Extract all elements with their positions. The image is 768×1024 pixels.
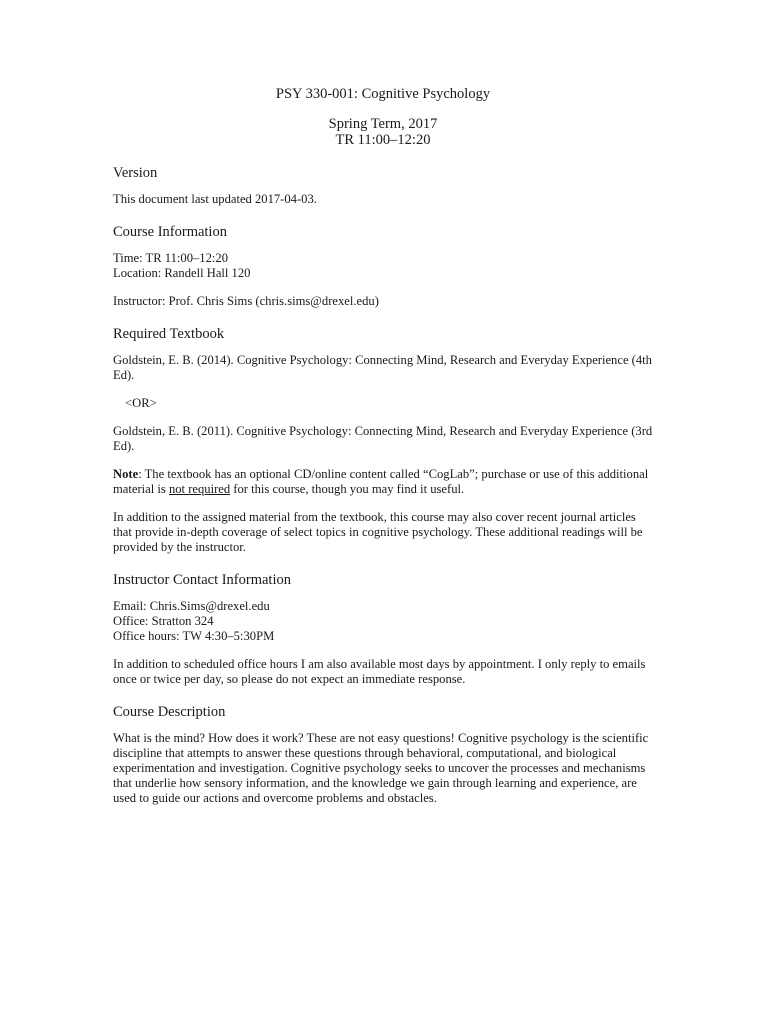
additional-readings: In addition to the assigned material from the textbook, this course may also cover recent journal articles that provide in-depth coverage of select topics in cognitive psychology. These additional readings will be provided by the instructor.: [113, 510, 643, 554]
term-title: Spring Term, 2017: [328, 116, 438, 132]
title-block: [113, 86, 653, 148]
note-label: Note: [113, 467, 139, 481]
note-not-required: not required: [168, 482, 231, 496]
course-time: Time: TR 11:00–12:20: [113, 251, 228, 265]
textbook-or: <OR>: [125, 396, 157, 410]
schedule-title: TR 11:00–12:20: [335, 132, 431, 148]
course-title: PSY 330-001: Cognitive Psychology: [275, 86, 491, 102]
description-heading: Course Description: [113, 704, 226, 720]
version-text: This document last updated 2017-04-03.: [113, 192, 317, 206]
contact-heading: Instructor Contact Information: [113, 572, 291, 588]
description-text: What is the mind? How does it work? These are not easy questions! Cognitive psychology is the scientific discipline that attempts to answer these questions through behavioral, computational, and biological experimentation and investigation. Cognitive psychology seeks to uncover the processes and mechanisms that underlie how sensory information, and the knowledge we gain through learning and experience, are used to guide our actions and overcome problems and obstacles.: [113, 731, 649, 805]
contact-hours: Office hours: TW 4:30–5:30PM: [113, 629, 275, 643]
note-text-a: : The textbook has an optional CD/online content called “CogLab”; purchase or use of this additional material is: [113, 467, 649, 496]
course-instructor: Instructor: Prof. Chris Sims (chris.sims@drexel.edu): [113, 294, 379, 308]
course-info-heading: Course Information: [113, 224, 227, 240]
textbook-option-1: Goldstein, E. B. (2014). Cognitive Psychology: Connecting Mind, Research and Everyday Experience (4th Ed).: [113, 353, 652, 382]
syllabus-page: [113, 86, 653, 806]
version-heading: Version: [113, 165, 158, 181]
textbook-note: [113, 467, 653, 497]
textbook-option-2: Goldstein, E. B. (2011). Cognitive Psychology: Connecting Mind, Research and Everyday Experience (3rd Ed).: [113, 424, 653, 453]
contact-note: In addition to scheduled office hours I am also available most days by appointment. I only reply to emails once or twice per day, so please do not expect an immediate response.: [113, 657, 646, 686]
course-location: Location: Randell Hall 120: [113, 266, 251, 280]
contact-office: Office: Stratton 324: [113, 614, 214, 628]
contact-email: Email: Chris.Sims@drexel.edu: [113, 599, 270, 613]
note-text-b: for this course, though you may find it useful.: [230, 482, 465, 496]
textbook-heading: Required Textbook: [113, 326, 225, 342]
